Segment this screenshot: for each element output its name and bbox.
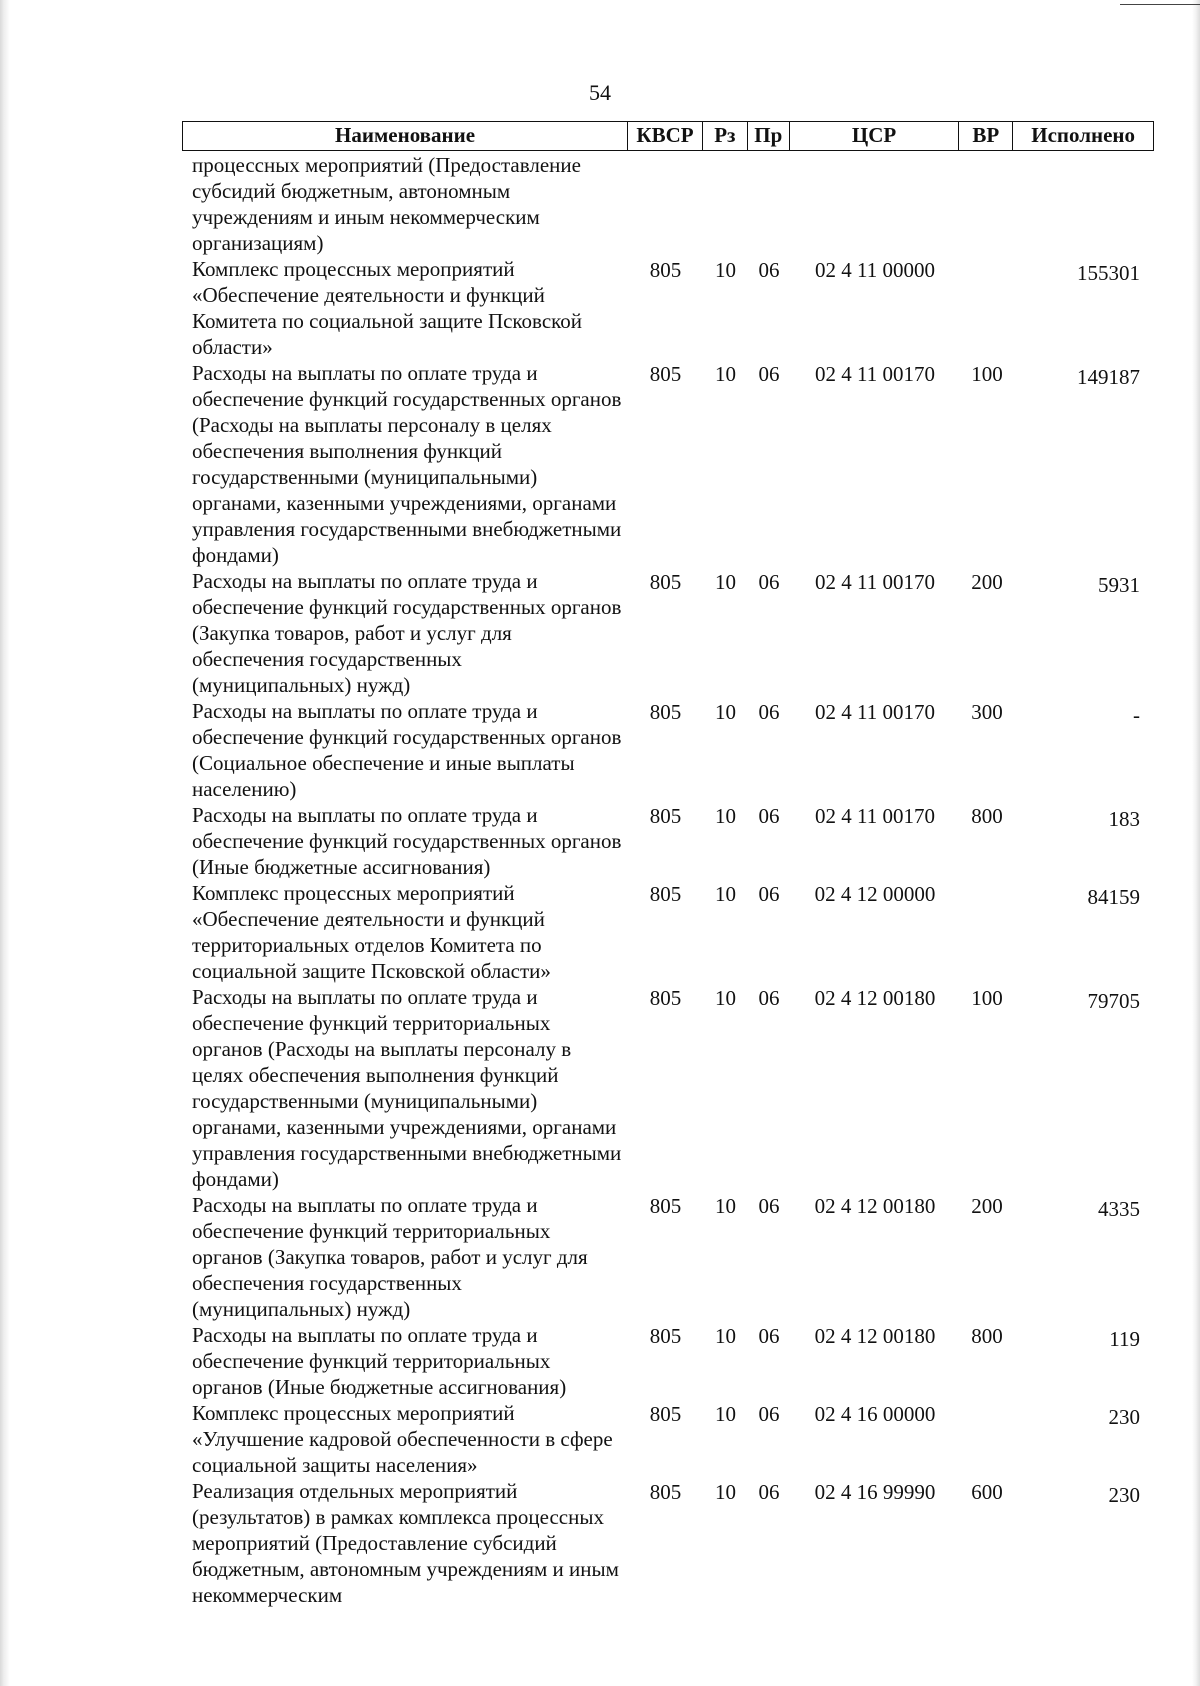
row-csr: 02 4 16 00000 [814,1402,936,1426]
row-vr: 200 [971,570,1003,594]
budget-table [182,121,1154,1608]
row-name: Расходы на выплаты по оплате труда и обеспечение функций территориальных органов (Закупка товаров, работ и услуг для обеспечения государственных (муниципальных) нужд) [192,1193,588,1321]
row-kvsr: 805 [649,1480,682,1504]
row-csr: 02 4 12 00180 [814,1194,936,1218]
row-kvsr: 805 [649,1402,682,1426]
row-isp: 5931 [1098,573,1140,597]
row-isp: - [1133,703,1140,727]
row-rz: 10 [715,882,736,906]
header-name: Наименование [183,122,628,150]
row-pr: 06 [758,1402,780,1426]
row-csr: 02 4 11 00170 [815,570,935,594]
row-name: процессных мероприятий (Предоставление субсидий бюджетным, автономным учреждениям и иным некоммерческим организациям) [192,153,581,255]
row-kvsr: 805 [649,700,682,724]
row-isp: 149187 [1077,365,1140,389]
table-body [182,151,1154,1608]
table-row [182,698,1154,802]
row-kvsr: 805 [649,1194,682,1218]
row-vr [960,256,1014,257]
row-isp: 4335 [1098,1197,1140,1221]
row-vr [960,1400,1014,1401]
row-kvsr: 805 [649,804,682,828]
row-csr: 02 4 12 00000 [814,882,936,906]
header-pr: Пр [748,122,790,150]
row-name: Комплекс процессных мероприятий «Улучшение кадровой обеспеченности в сфере социальной защиты населения» [192,1401,613,1477]
row-name: Расходы на выплаты по оплате труда и обеспечение функций территориальных органов (Расходы на выплаты персоналу в целях обеспечения выполнения функций государственными (муниципальными) органами, казенными учреждениями, органами управления государственными внебюджетными фондами) [192,985,622,1191]
table-row [182,1322,1154,1400]
header-kvsr: КВСР [628,122,703,150]
row-pr: 06 [758,1194,780,1218]
table-row [182,568,1154,698]
row-csr: 02 4 11 00170 [815,804,935,828]
table-row [182,152,1154,256]
row-isp: 84159 [1087,885,1140,909]
header-rz: Рз [703,122,748,150]
row-rz: 10 [715,362,736,386]
row-csr: 02 4 12 00180 [814,986,936,1010]
row-vr [960,880,1014,881]
table-row [182,880,1154,984]
row-vr: 800 [971,804,1003,828]
row-rz: 10 [715,1402,736,1426]
row-pr: 06 [758,362,780,386]
row-kvsr: 805 [649,986,682,1010]
row-rz: 10 [715,1480,736,1504]
row-kvsr: 805 [649,570,682,594]
row-pr: 06 [758,1480,780,1504]
row-pr: 06 [758,882,780,906]
row-kvsr: 805 [649,882,682,906]
row-name: Комплекс процессных мероприятий «Обеспечение деятельности и функций Комитета по социальной защите Псковской области» [192,257,583,359]
row-rz: 10 [715,986,736,1010]
table-row [182,984,1154,1192]
row-pr: 06 [758,1324,780,1348]
row-name: Реализация отдельных мероприятий (результатов) в рамках комплекса процессных мероприятий (Предоставление субсидий бюджетным, автономным учреждениям и иным некоммерческим [192,1479,619,1607]
scan-top-rule [1120,4,1200,5]
row-name: Расходы на выплаты по оплате труда и обеспечение функций государственных органов (Расходы на выплаты персоналу в целях обеспечения выполнения функций государственными (муниципальными) органами, казенными учреждениями, органами управления государственными внебюджетными фондами) [192,361,622,567]
row-rz: 10 [715,1194,736,1218]
table-row [182,1192,1154,1322]
table-header [182,121,1154,151]
row-vr: 800 [971,1324,1003,1348]
row-isp [1014,152,1154,156]
row-pr: 06 [758,986,780,1010]
table-row [182,360,1154,568]
row-pr: 06 [758,570,780,594]
page-number: 54 [589,80,611,105]
row-isp: 79705 [1087,989,1140,1013]
scan-right-edge [1192,0,1200,1686]
row-pr [748,152,790,153]
header-csr: ЦСР [790,122,960,150]
row-vr: 200 [971,1194,1003,1218]
row-rz: 10 [715,700,736,724]
row-csr [790,152,960,153]
table-row [182,256,1154,360]
row-name: Расходы на выплаты по оплате труда и обеспечение функций территориальных органов (Иные бюджетные ассигнования) [192,1323,567,1399]
row-pr: 06 [758,700,780,724]
row-vr: 300 [971,700,1003,724]
row-rz: 10 [715,570,736,594]
header-isp: Исполнено [1031,123,1136,147]
row-rz: 10 [715,804,736,828]
row-isp: 230 [1108,1405,1140,1429]
row-kvsr: 805 [649,1324,682,1348]
row-name: Расходы на выплаты по оплате труда и обеспечение функций государственных органов (Социальное обеспечение и иные выплаты населению) [192,699,622,801]
row-isp: 183 [1108,807,1140,831]
row-rz: 10 [715,258,736,282]
row-vr: 600 [971,1480,1003,1504]
row-name: Комплекс процессных мероприятий «Обеспечение деятельности и функций территориальных отделов Комитета по социальной защите Псковской области» [192,881,551,983]
row-isp: 155301 [1077,261,1140,285]
row-name: Расходы на выплаты по оплате труда и обеспечение функций государственных органов (Закупка товаров, работ и услуг для обеспечения государственных (муниципальных) нужд) [192,569,622,697]
row-rz [703,152,748,153]
row-pr: 06 [758,804,780,828]
row-pr: 06 [758,258,780,282]
table-row [182,1400,1154,1478]
row-rz: 10 [715,1324,736,1348]
row-isp: 230 [1108,1483,1140,1507]
row-vr: 100 [971,986,1003,1010]
table-row [182,1478,1154,1608]
row-kvsr [628,152,703,153]
table-row [182,802,1154,880]
row-kvsr: 805 [649,362,682,386]
row-csr: 02 4 11 00170 [815,700,935,724]
row-csr: 02 4 11 00000 [815,258,935,282]
row-csr: 02 4 12 00180 [814,1324,936,1348]
row-vr: 100 [971,362,1003,386]
header-vr: ВР [959,122,1013,150]
row-isp: 119 [1109,1327,1140,1351]
row-kvsr: 805 [649,258,682,282]
scan-left-edge [0,0,10,1686]
row-name: Расходы на выплаты по оплате труда и обеспечение функций государственных органов (Иные бюджетные ассигнования) [192,803,622,879]
row-vr [960,152,1014,153]
row-csr: 02 4 16 99990 [814,1480,936,1504]
row-csr: 02 4 11 00170 [815,362,935,386]
